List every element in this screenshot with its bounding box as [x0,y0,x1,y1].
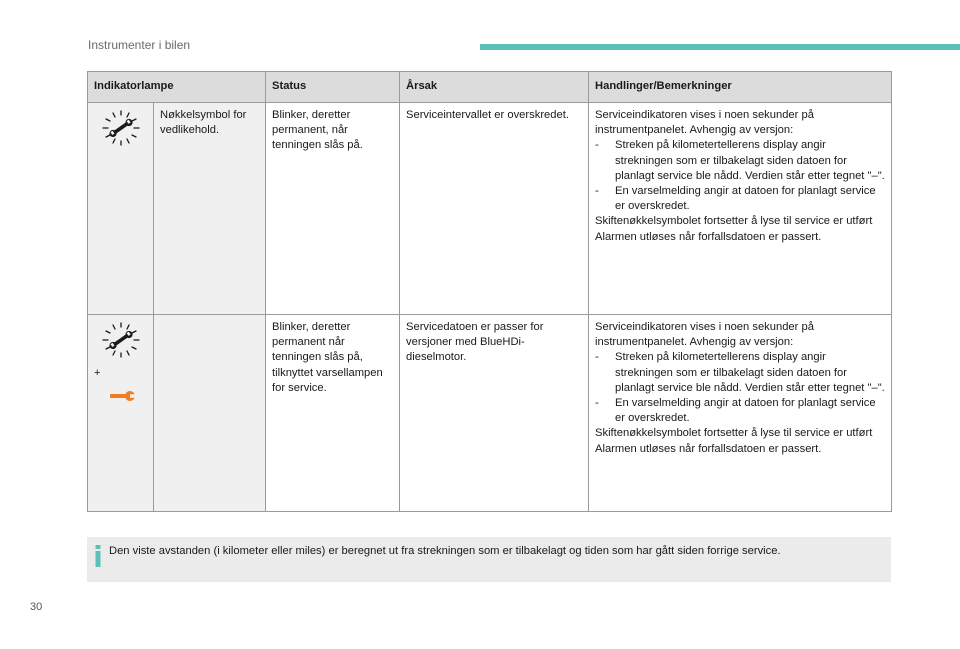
actions-cell [589,103,892,315]
indicator-icon-cell [88,315,154,512]
actions-outro: Alarmen utløses når forfallsdatoen er passert. [595,230,822,243]
actions-bullet [595,184,885,214]
info-note [87,537,891,582]
indicator-name: Nøkkelsymbol for vedlikehold. [154,103,266,315]
table-header-row [88,72,892,103]
actions-outro: Skiftenøkkelsymbolet fortsetter å lyse til service er utført [595,215,873,228]
header-indicator: Indikatorlampe [88,72,266,103]
wrench-rays-icon [99,320,143,360]
indicator-name [154,315,266,512]
status-cell: Blinker, deretter permanent når tenningen slås på, tilknyttet varsellampen for service. [266,315,400,512]
bullet-dash: - [595,185,599,198]
bullet-dash: - [595,351,599,364]
bullet-text: En varselmelding angir at datoen for planlagt service er overskredet. [615,185,876,213]
header-status: Status [266,72,400,103]
actions-cell [589,315,892,512]
page-number: 30 [30,601,43,613]
bullet-text: Streken på kilometertellerens display angir strekningen som er tilbakelagt siden datoen for planlagt service ble nådd. Verdien står etter tegnet "–". [615,351,885,394]
bullet-dash: - [595,139,599,152]
table-row [88,315,892,512]
actions-intro: Serviceindikatoren vises i noen sekunder på instrumentpanelet. Avhengig av versjon: [595,321,814,349]
bullet-dash: - [595,397,599,410]
bullet-text: En varselmelding angir at datoen for planlagt service er overskredet. [615,397,876,425]
info-icon [95,545,101,567]
indicator-icon-cell [88,103,154,315]
table-row [88,103,892,315]
actions-intro: Serviceindikatoren vises i noen sekunder på instrumentpanelet. Avhengig av versjon: [595,109,814,137]
actions-outro: Skiftenøkkelsymbolet fortsetter å lyse til service er utført [595,427,873,440]
status-cell: Blinker, deretter permanent, når tenningen slås på. [266,103,400,315]
bullet-text: Streken på kilometertellerens display angir strekningen som er tilbakelagt siden datoen for planlagt service ble nådd. Verdien står etter tegnet "–". [615,139,885,182]
wrench-rays-icon [99,108,143,148]
header-cause: Årsak [400,72,589,103]
cause-cell: Servicedatoen er passer for versjoner med BlueHDi-dieselmotor. [400,315,589,512]
cause-cell: Serviceintervallet er overskredet. [400,103,589,315]
header-actions: Handlinger/Bemerkninger [589,72,892,103]
actions-bullet [595,350,885,396]
info-note-text: Den viste avstanden (i kilometer eller miles) er beregnet ut fra strekningen som er tilbakelagt og tiden som har gått siden forrige service. [109,545,781,557]
actions-bullet [595,396,885,426]
plus-sign: + [94,367,101,379]
section-accent-bar [480,44,960,50]
indicator-table [87,71,892,512]
wrench-icon [106,389,136,403]
actions-bullet [595,138,885,184]
section-title: Instrumenter i bilen [88,38,191,52]
actions-outro: Alarmen utløses når forfallsdatoen er passert. [595,442,822,455]
